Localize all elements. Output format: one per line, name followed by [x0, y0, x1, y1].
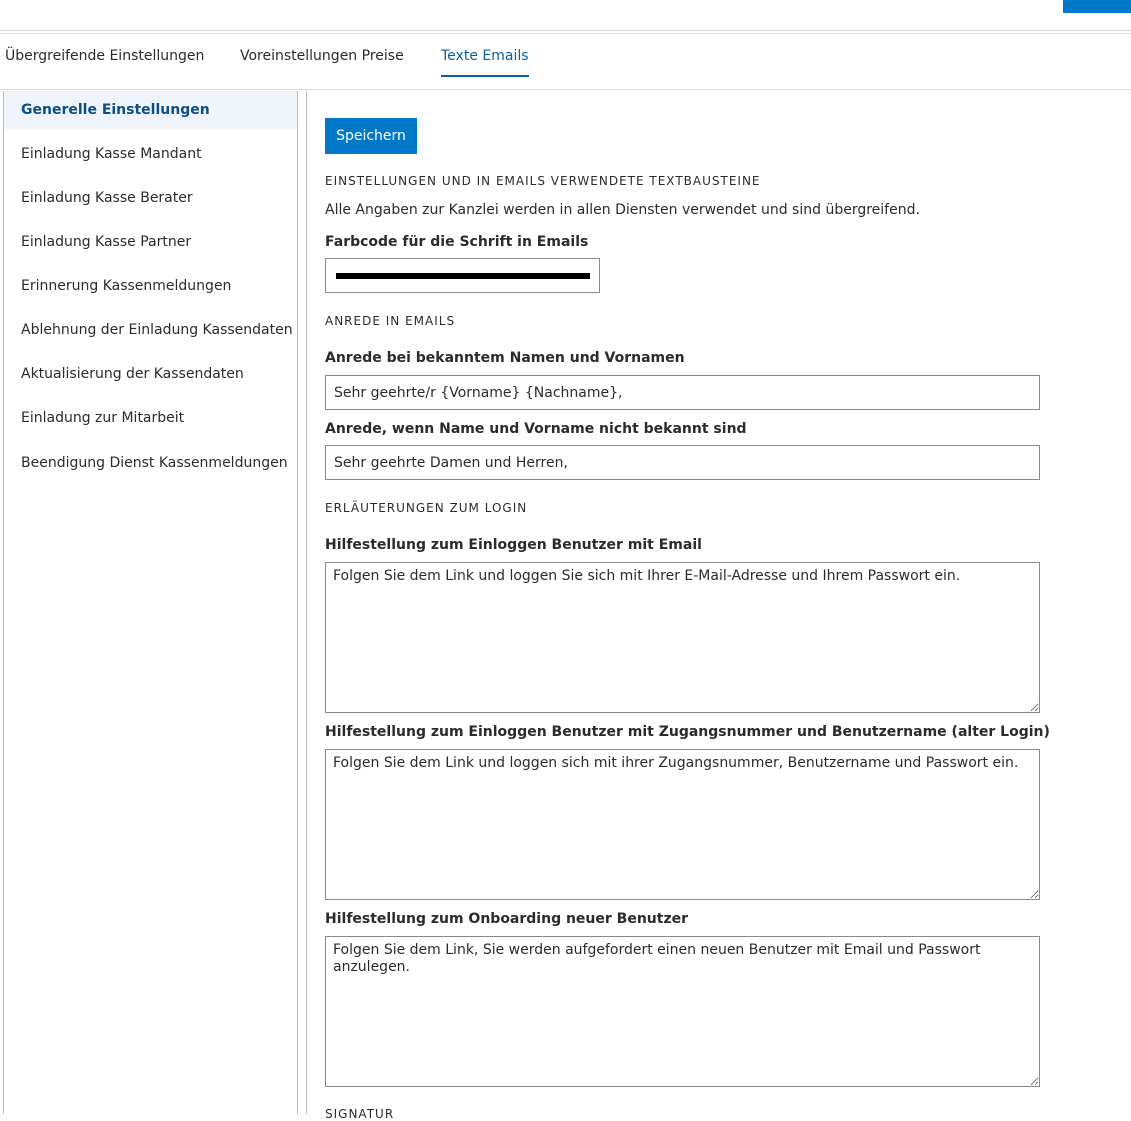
- tab-voreinstellungen-preise[interactable]: Voreinstellungen Preise: [240, 48, 404, 64]
- salutation-unknown-input[interactable]: [325, 445, 1040, 480]
- sidebar-item-einladung-kasse-partner[interactable]: Einladung Kasse Partner: [21, 234, 192, 250]
- color-swatch: [336, 273, 590, 279]
- section-heading-login: ERLÄUTERUNGEN ZUM LOGIN: [325, 501, 528, 515]
- section-heading-salutation: ANREDE IN EMAILS: [325, 314, 456, 328]
- tab-bar: [0, 34, 1131, 90]
- sidebar-item-einladung-kasse-mandant[interactable]: Einladung Kasse Mandant: [21, 146, 202, 162]
- login-legacy-textarea[interactable]: [325, 749, 1040, 900]
- section-heading-settings: EINSTELLUNGEN UND IN EMAILS VERWENDETE TEXTBAUSTEINE: [325, 174, 761, 188]
- color-code-label: Farbcode für die Schrift in Emails: [325, 234, 589, 250]
- sidebar: [4, 91, 298, 1114]
- settings-description: Alle Angaben zur Kanzlei werden in allen Diensten verwendet und sind übergreifend.: [325, 202, 920, 218]
- tab-uebergreifende-einstellungen[interactable]: Übergreifende Einstellungen: [5, 48, 205, 64]
- salutation-known-label: Anrede bei bekanntem Namen und Vornamen: [325, 350, 685, 366]
- onboarding-label: Hilfestellung zum Onboarding neuer Benutzer: [325, 911, 689, 927]
- sidebar-item-generelle-einstellungen[interactable]: Generelle Einstellungen: [4, 91, 297, 129]
- sidebar-item-aktualisierung-kassendaten[interactable]: Aktualisierung der Kassendaten: [21, 366, 244, 382]
- top-header-bar: [0, 0, 1131, 31]
- save-button[interactable]: Speichern: [325, 118, 417, 154]
- salutation-unknown-label: Anrede, wenn Name und Vorname nicht bekannt sind: [325, 421, 747, 437]
- salutation-known-input[interactable]: [325, 375, 1040, 410]
- tab-texte-emails[interactable]: Texte Emails: [441, 48, 529, 77]
- sidebar-item-ablehnung-einladung[interactable]: Ablehnung der Einladung Kassendaten: [21, 322, 293, 338]
- login-email-textarea[interactable]: [325, 562, 1040, 713]
- font-color-picker[interactable]: [325, 258, 600, 293]
- sidebar-item-beendigung-dienst[interactable]: Beendigung Dienst Kassenmeldungen: [21, 455, 288, 471]
- sidebar-item-einladung-kasse-berater[interactable]: Einladung Kasse Berater: [21, 190, 193, 206]
- sidebar-item-einladung-mitarbeit[interactable]: Einladung zur Mitarbeit: [21, 410, 185, 426]
- sidebar-item-erinnerung-kassenmeldungen[interactable]: Erinnerung Kassenmeldungen: [21, 278, 232, 294]
- login-legacy-label: Hilfestellung zum Einloggen Benutzer mit Zugangsnummer und Benutzername (alter Login): [325, 724, 1050, 740]
- login-email-label: Hilfestellung zum Einloggen Benutzer mit Email: [325, 537, 702, 553]
- header-action-button[interactable]: [1063, 0, 1131, 13]
- onboarding-textarea[interactable]: [325, 936, 1040, 1087]
- section-heading-signature: SIGNATUR: [325, 1107, 395, 1121]
- content-left-border: [306, 91, 307, 1114]
